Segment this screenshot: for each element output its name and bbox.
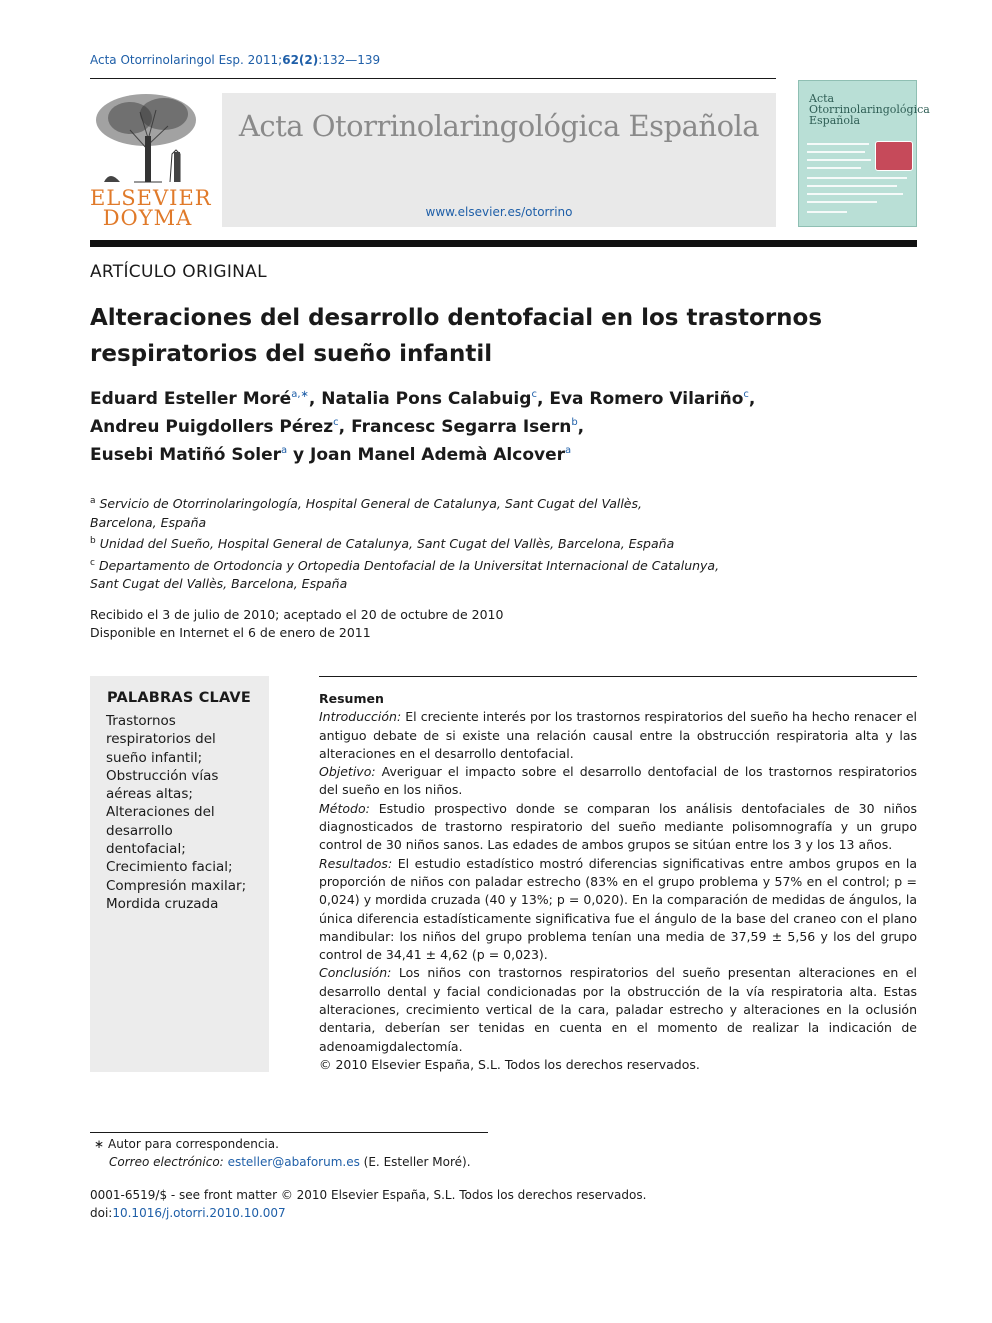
author-affiliation-ref[interactable]: a [565,445,572,456]
publisher-logo-text: DOYMA [102,206,193,230]
elsevier-tree-icon [90,90,205,186]
header-thick-divider [90,240,917,247]
cover-text-line [807,151,865,153]
cover-title: Acta Otorrinolaringológica Española [809,92,930,127]
cover-text-line [807,167,861,169]
article-dates [90,606,503,642]
abstract-section-label: Conclusión: [319,965,392,981]
author-affiliation-ref[interactable]: c [531,389,537,400]
cover-image [875,141,913,171]
journal-title: Acta Otorrinolaringológica Española [238,109,760,143]
abstract-heading: Resumen [319,691,384,706]
page-footer: 0001-6519/$ - see front matter © 2010 Elsevier España, S.L. Todos los derechos reservados. doi:10.1016/j.otorri.2010.10.007 [90,1188,647,1220]
issn-line: 0001-6519/$ - see front matter © 2010 Elsevier España, S.L. Todos los derechos reservados. [90,1188,647,1202]
abstract-section-label: Resultados: [319,855,393,871]
abstract-section [319,855,917,965]
keywords-box [90,676,269,1072]
keywords-heading: PALABRAS CLAVE [107,690,251,706]
article-type: ARTÍCULO ORIGINAL [90,262,267,282]
footnote-marker: ∗ [93,1137,105,1151]
publisher-logo-text: ELSEVIER [90,186,212,210]
affiliation-item: $^c$ Departamento de Ortodoncia y Ortopedia Dentofacial de la Universitat Internacional de Catalunya, Sant Cugat del Vallès, Barcelona, España [90,557,720,591]
abstract [319,690,917,1074]
abstract-divider [319,676,917,677]
cover-text-line [807,193,903,195]
cover-text-line [807,201,877,203]
abstract-section [319,708,917,763]
journal-cover-thumbnail[interactable] [798,80,930,227]
author-affiliation-ref[interactable]: c [333,417,339,428]
abstract-section-text: El creciente interés por los trastornos respiratorios del sueño ha hecho renacer el antiguo debate de si existe una relación causal entre la obstrucción respiratoria alta y las alteraciones en el desarrollo dentofacial. [319,709,917,761]
abstract-section-label: Introducción: [319,709,402,725]
author-affiliation-ref[interactable]: a,∗ [291,389,309,400]
journal-citation[interactable]: Acta Otorrinolaringol Esp. 2011;62(2):132—139 [90,53,381,67]
author-affiliation-ref[interactable]: a [280,445,288,456]
keyword-item: Obstrucción vías aéreas altas; [106,767,219,803]
received-date: Recibido el 3 de julio de 2010; aceptado el 20 de octubre de 2010 [90,607,504,622]
abstract-section [319,763,917,800]
online-date: Disponible en Internet el 6 de enero de 2011 [90,625,371,640]
cover-text-line [807,177,907,179]
abstract-section-label: Objetivo: [319,764,376,780]
article-title: Alteraciones del desarrollo dentofacial en los trastornos respiratorios del sueño infantil [90,305,823,367]
abstract-section-text: Los niños con trastornos respiratorios del sueño presentan alteraciones en el desarrollo dental y facial condicionadas por la obstrucción de la vía respiratoria alta. Estas alteraciones, crecimiento vertical de la cara, paladar estrecho y alteraciones en la oclusión dentaria, deberían ser tenidas en cuenta en el momento de realizar la indicación de adenoamigdalectomía. [319,965,917,1054]
author-name: Eusebi Matiñó Soler [90,445,281,465]
author-list: Eduard Esteller Moré$^{a,∗}$, Natalia Pons Calabuig$^c$, Eva Romero Vilariño$^c$, Andreu Puigdollers Pérez$^c$, Francesc Segarra Isern$^b$, Eusebi Matiñó Soler$^a$ y Joan Manel Ademà Alcover$^a$ [90,389,756,465]
affiliation-list [90,492,790,594]
keywords-list [106,712,256,913]
footnote-divider [90,1132,488,1133]
doi-link[interactable]: 10.1016/j.otorri.2010.10.007 [112,1206,286,1220]
abstract-copyright: © 2010 Elsevier España, S.L. Todos los derechos reservados. [319,1056,700,1072]
keyword-item: Trastornos respiratorios del sueño infantil; [106,713,216,766]
keyword-item: Mordida cruzada [106,895,219,912]
author-name: Joan Manel Ademà Alcover [310,445,566,465]
cover-text-line [807,185,897,187]
keyword-item: Alteraciones del desarrollo dentofacial; [106,804,215,858]
keyword-item: Compresión maxilar; [106,877,247,894]
cover-text-line [807,211,847,213]
abstract-section [319,964,917,1055]
author-name: Natalia Pons Calabuig [321,389,532,409]
author-name: Eva Romero Vilariño [549,389,744,409]
publisher-logo [90,90,212,230]
author-name: Francesc Segarra Isern [351,417,572,437]
header-divider [90,78,776,79]
author-affiliation-ref[interactable]: c [743,389,749,400]
abstract-section-text: Averiguar el impacto sobre el desarrollo dentofacial de los trastornos respiratorios del sueño en los niños. [319,764,918,798]
journal-masthead [222,93,776,227]
journal-url-link[interactable]: www.elsevier.es/otorrino [425,205,573,219]
author-name: Eduard Esteller Moré [90,389,292,409]
abstract-section-label: Método: [319,800,370,816]
author-affiliation-ref[interactable]: b [571,417,578,428]
keyword-item: Crecimiento facial; [106,859,233,876]
affiliation-item: $^b$ Unidad del Sueño, Hospital General de Catalunya, Sant Cugat del Vallès, Barcelona, España [90,536,675,551]
cover-text-line [807,159,871,161]
abstract-section-text: El estudio estadístico mostró diferencias significativas entre ambos grupos en la proporción de niños con paladar estrecho (83% en el grupo problema y 57% en el control; p = 0,024) y mordida cruzada (40 y 13%; p = 0,020). En la comparación de medidas de ángulos, la única diferencia estadísticamente significativa fue el ángulo de la base del craneo con el plano mandibular: los niños del grupo problema tenían una media de 37,59 ± 5,56 y los del grupo control de 34,41 ± 4,62 (p = 0,023). [319,855,917,963]
email-link[interactable]: esteller@abaforum.es [227,1155,360,1169]
abstract-section-text: Estudio prospectivo donde se comparan los análisis dentofaciales de 30 niños diagnosticados de trastorno respiratorio del sueño mediante polisomnografía y un grupo control de 30 niños sanos. Las edades de ambos grupos se sitúan entre los 3 y los 13 años. [319,800,917,853]
abstract-section [319,800,917,855]
affiliation-item: $^a$ Servicio de Otorrinolaringología, Hospital General de Catalunya, Sant Cugat del Vallès, Barcelona, España [90,496,642,530]
correspondence-footnote: ∗ Autor para correspondencia. Correo electrónico: esteller@abaforum.es (E. Esteller Moré). [90,1135,471,1171]
cover-text-line [807,143,869,145]
author-name: Andreu Puigdollers Pérez [90,417,334,437]
